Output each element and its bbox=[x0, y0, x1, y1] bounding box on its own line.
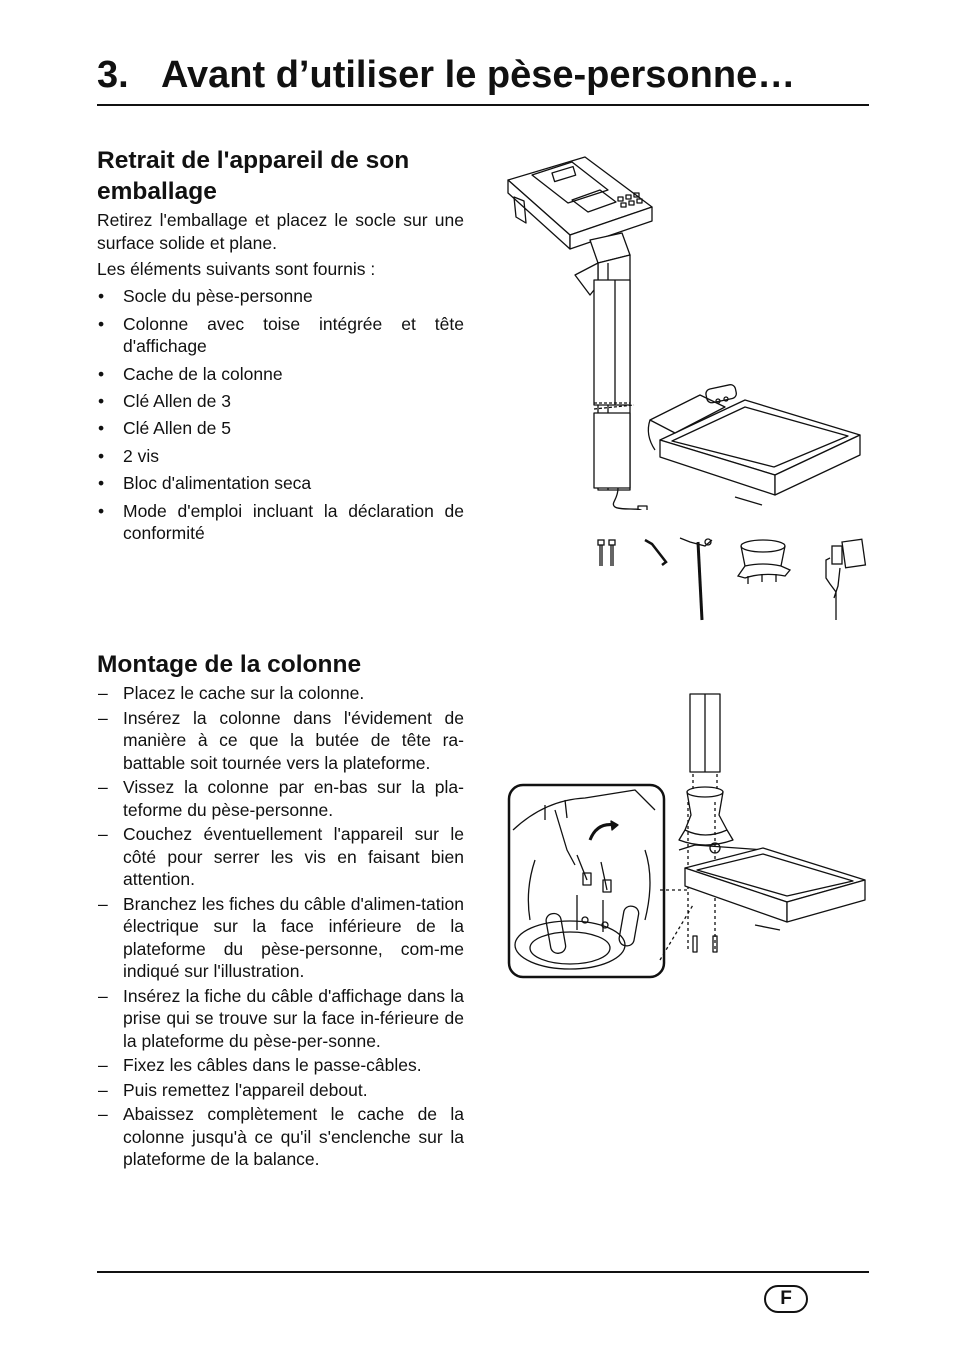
list-item: • Mode d'emploi incluant la déclaration de conformité bbox=[98, 500, 464, 544]
assembly-steps-list bbox=[97, 682, 464, 1171]
list-item: • 2 vis bbox=[98, 445, 159, 466]
bullet-mark: • bbox=[98, 473, 105, 494]
accessories-illustration bbox=[590, 528, 870, 624]
dash-mark: – bbox=[98, 985, 108, 1006]
list-item: • Clé Allen de 3 bbox=[98, 391, 231, 412]
dash-mark: – bbox=[98, 1104, 108, 1124]
dash-mark: – bbox=[98, 777, 108, 797]
dash-mark: – bbox=[98, 683, 108, 703]
section-heading-unpacking: Retrait de l'appareil de son emballage bbox=[97, 147, 410, 205]
column-cover-icon bbox=[738, 540, 790, 584]
bullet-mark: • bbox=[98, 286, 105, 307]
list-item: – Couchez éventuellement l'appareil sur le côté pour serrer les vis en faisant bien attention. bbox=[98, 824, 464, 889]
language-badge: F bbox=[764, 1285, 808, 1313]
list-item: – Placez le cache sur la colonne. bbox=[98, 683, 365, 703]
paragraph: Les éléments suivants sont fournis : bbox=[97, 259, 376, 279]
screws-icon bbox=[598, 540, 615, 566]
section-column-assembly bbox=[97, 649, 464, 1171]
list-item: – Branchez les fiches du câble d'alimen-tation électrique sur la face inférieure de la plateforme du pèse-personne, com-me indiqué sur l'illustration. bbox=[98, 893, 464, 981]
allen-key-5-icon bbox=[680, 538, 712, 620]
page-title bbox=[97, 52, 869, 106]
assembled-scale-illustration bbox=[500, 145, 870, 510]
detail-inset-frame bbox=[509, 785, 664, 977]
list-item: • Clé Allen de 5 bbox=[98, 418, 231, 439]
list-item: • Cache de la colonne bbox=[98, 363, 283, 384]
list-item: • Bloc d'alimentation seca bbox=[98, 473, 312, 494]
dash-mark: – bbox=[98, 893, 108, 914]
bullet-mark: • bbox=[98, 418, 105, 439]
chapter-title: Avant d’utiliser le pèse-personne… bbox=[161, 54, 796, 96]
list-item: – Abaissez complètement le cache de la colonne jusqu'à ce qu'il s'enclenche sur la plateforme de la balance. bbox=[98, 1104, 464, 1169]
dash-mark: – bbox=[98, 1079, 108, 1100]
dash-mark: – bbox=[98, 824, 108, 844]
supplied-items-list bbox=[97, 285, 464, 544]
bullet-mark: • bbox=[98, 313, 105, 334]
list-item: • Colonne avec toise intégrée et tête d'affichage bbox=[98, 313, 464, 357]
dash-mark: – bbox=[98, 1055, 108, 1075]
power-supply-icon bbox=[826, 539, 865, 620]
section-heading-assembly: Montage de la colonne bbox=[97, 651, 362, 678]
list-item: – Puis remettez l'appareil debout. bbox=[98, 1079, 368, 1100]
list-item: • Socle du pèse-personne bbox=[98, 286, 313, 307]
footer-rule bbox=[97, 1271, 869, 1273]
bullet-mark: • bbox=[98, 363, 105, 384]
bullet-mark: • bbox=[98, 391, 105, 412]
bullet-mark: • bbox=[98, 500, 105, 521]
list-item: – Insérez la colonne dans l'évidement de manière à ce que la butée de tête ra-battable soit tournée vers la plateforme. bbox=[98, 707, 464, 773]
allen-key-3-icon bbox=[645, 540, 666, 565]
list-item: – Fixez les câbles dans le passe-câbles. bbox=[98, 1055, 422, 1075]
column-assembly-illustration bbox=[505, 690, 870, 985]
list-item: – Insérez la fiche du câble d'affichage dans la prise qui se trouve sur la face in-férieure de la plateforme du pèse-per-sonne. bbox=[98, 985, 464, 1051]
chapter-number: 3. bbox=[97, 54, 129, 96]
bullet-mark: • bbox=[98, 445, 105, 466]
dash-mark: – bbox=[98, 707, 108, 728]
section-unpacking bbox=[97, 145, 464, 545]
list-item: – Vissez la colonne par en-bas sur la pla-teforme du pèse-personne. bbox=[98, 777, 464, 820]
paragraph: Retirez l'emballage et placez le socle sur une surface solide et plane. bbox=[97, 210, 464, 253]
